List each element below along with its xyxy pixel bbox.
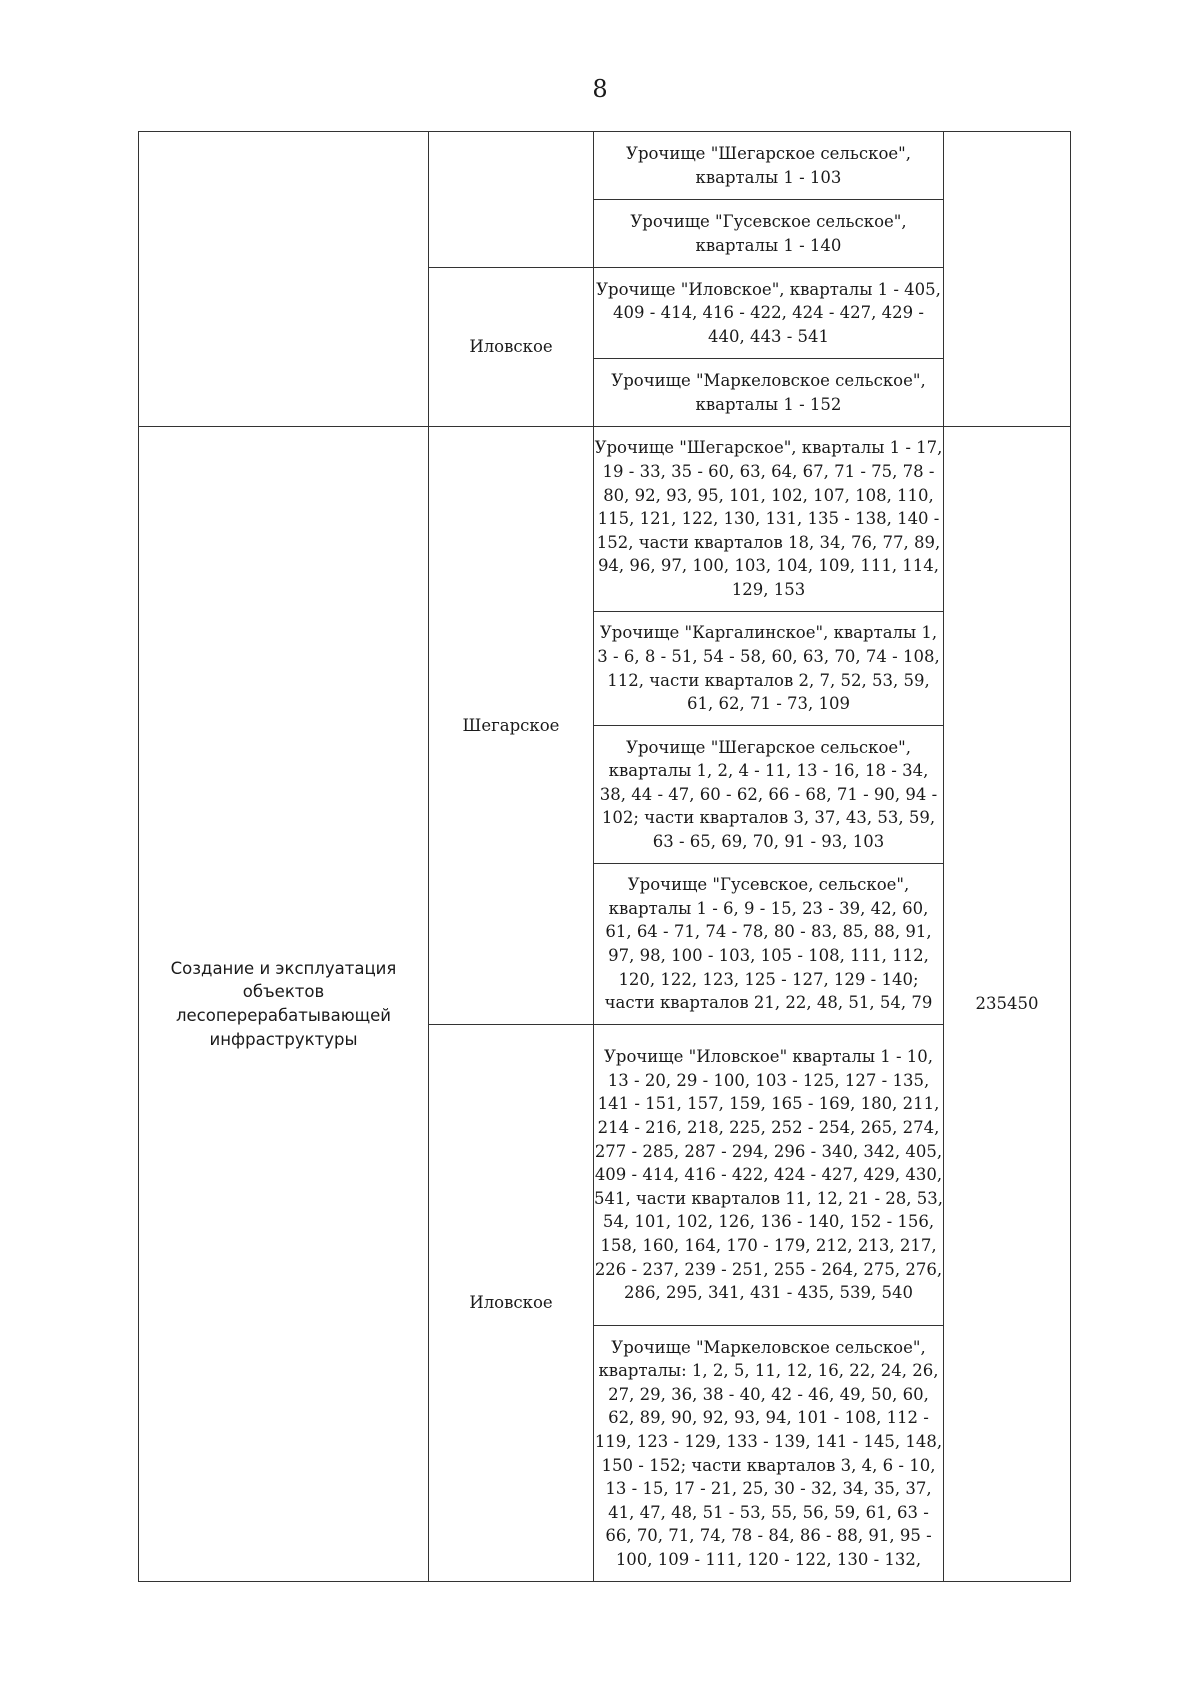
tract-cell: Урочище "Иловское" кварталы 1 - 10, 13 - 20, 29 - 100, 103 - 125, 127 - 135, 141 - 151, 157, 159, 165 - 169, 180, 211, 214 - 216, 218, 225, 252 - 254, 265, 274, 277 - 285, 287 - 294, 296 - 340, 342, 405, 409 - 414, 416 - 422, 424 - 427, 429, 430, 541, части кварталов 11, 12, 21 - 28, 53, 54, 101, 102, 126, 136 - 140, 152 - 156, 158, 160, 164, 170 - 179, 212, 213, 217, 226 - 237, 239 - 251, 255 - 264, 275, 276, 286, 295, 341, 431 - 435, 539, 540 — [594, 1025, 944, 1326]
table-row — [139, 427, 1071, 612]
tract-cell: Урочище "Маркеловское сельское", кварталы 1 - 152 — [594, 359, 944, 427]
forestry-cell: Иловское — [429, 268, 594, 427]
tract-cell: Урочище "Шегарское сельское", кварталы 1, 2, 4 - 11, 13 - 16, 18 - 34, 38, 44 - 47, 60 - 62, 66 - 68, 71 - 90, 94 - 102; части кварталов 3, 37, 43, 53, 59, 63 - 65, 69, 70, 91 - 93, 103 — [594, 726, 944, 864]
tract-cell: Урочище "Гусевское сельское", кварталы 1 - 140 — [594, 200, 944, 268]
table-row — [139, 132, 1071, 200]
forestry-cell: Шегарское — [429, 427, 594, 1025]
tract-cell: Урочище "Гусевское, сельское", кварталы 1 - 6, 9 - 15, 23 - 39, 42, 60, 61, 64 - 71, 74 - 78, 80 - 83, 85, 88, 91, 97, 98, 100 - 103, 105 - 108, 111, 112, 120, 122, 123, 125 - 127, 129 - 140; части кварталов 21, 22, 48, 51, 54, 79 — [594, 864, 944, 1025]
purpose-cell: Создание и эксплуатация объектов лесоперерабатывающей инфраструктуры — [139, 427, 429, 1582]
tract-cell: Урочище "Каргалинское", кварталы 1, 3 - 6, 8 - 51, 54 - 58, 60, 63, 70, 74 - 108, 112, части кварталов 2, 7, 52, 53, 59, 61, 62, 71 - 73, 109 — [594, 612, 944, 726]
tract-cell: Урочище "Шегарское", кварталы 1 - 17, 19 - 33, 35 - 60, 63, 64, 67, 71 - 75, 78 - 80, 92, 93, 95, 101, 102, 107, 108, 110, 115, 121, 122, 130, 131, 135 - 138, 140 - 152, части кварталов 18, 34, 76, 77, 89, 94, 96, 97, 100, 103, 104, 109, 111, 114, 129, 153 — [594, 427, 944, 612]
purpose-cell-empty — [139, 132, 429, 427]
forestry-cell-empty — [429, 132, 594, 268]
area-cell-empty — [944, 132, 1071, 427]
page-number: 8 — [592, 75, 608, 103]
tract-cell: Урочище "Маркеловское сельское", кварталы: 1, 2, 5, 11, 12, 16, 22, 24, 26, 27, 29, 36, 38 - 40, 42 - 46, 49, 50, 60, 62, 89, 90, 92, 93, 94, 101 - 108, 112 - 119, 123 - 129, 133 - 139, 141 - 145, 148, 150 - 152; части кварталов 3, 4, 6 - 10, 13 - 15, 17 - 21, 25, 30 - 32, 34, 35, 37, 41, 47, 48, 51 - 53, 55, 56, 59, 61, 63 - 66, 70, 71, 74, 78 - 84, 86 - 88, 91, 95 - 100, 109 - 111, 120 - 122, 130 - 132, — [594, 1326, 944, 1582]
forestry-cell: Иловское — [429, 1025, 594, 1582]
area-cell: 235450 — [944, 427, 1071, 1582]
tract-cell: Урочище "Иловское", кварталы 1 - 405, 409 - 414, 416 - 422, 424 - 427, 429 - 440, 443 - 541 — [594, 268, 944, 359]
tract-cell: Урочище "Шегарское сельское", кварталы 1 - 103 — [594, 132, 944, 200]
forest-use-table — [138, 131, 1071, 1582]
